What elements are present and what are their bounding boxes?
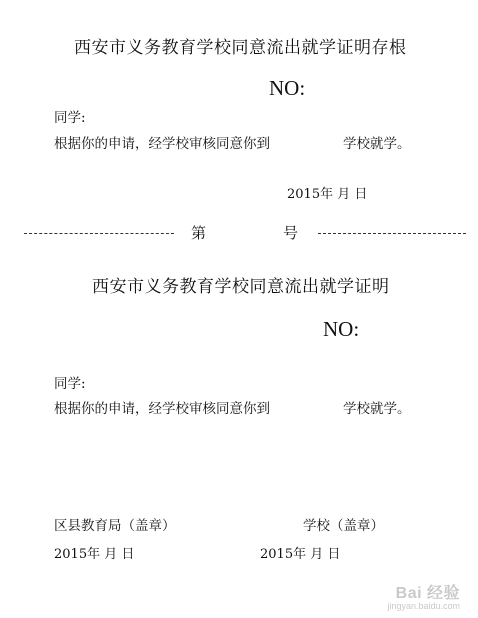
stub-student-label: 同学: xyxy=(54,110,86,126)
certificate-no-label: NO: xyxy=(323,317,360,341)
certificate-title: 西安市义务教育学校同意流出就学证明 xyxy=(92,277,390,297)
divider-line-left xyxy=(24,233,174,234)
stub-body-prefix: 根据你的申请，经学校审核同意你到 xyxy=(54,136,270,152)
certificate-student-label: 同学: xyxy=(54,376,86,392)
divider-right-word: 号 xyxy=(283,224,299,242)
bureau-seal-label: 区县教育局（盖章） xyxy=(54,518,176,534)
certificate-body-suffix: 学校就学。 xyxy=(343,401,411,417)
watermark-brand: Bai 经验 xyxy=(395,585,460,602)
stub-title: 西安市义务教育学校同意流出就学证明存根 xyxy=(74,38,407,58)
stub-no-label: NO: xyxy=(269,76,306,100)
stub-body-suffix: 学校就学。 xyxy=(343,136,411,152)
certificate-body-prefix: 根据你的申请，经学校审核同意你到 xyxy=(54,401,270,417)
stub-date: 2015年 月 日 xyxy=(287,187,368,202)
divider-line-right xyxy=(318,233,466,234)
baidu-watermark xyxy=(387,585,460,612)
school-seal-label: 学校（盖章） xyxy=(303,518,384,534)
divider-left-word: 第 xyxy=(191,224,207,242)
school-date: 2015年 月 日 xyxy=(260,547,341,562)
bureau-date: 2015年 月 日 xyxy=(54,547,135,562)
watermark-url: jingyan.baidu.com xyxy=(387,601,460,611)
